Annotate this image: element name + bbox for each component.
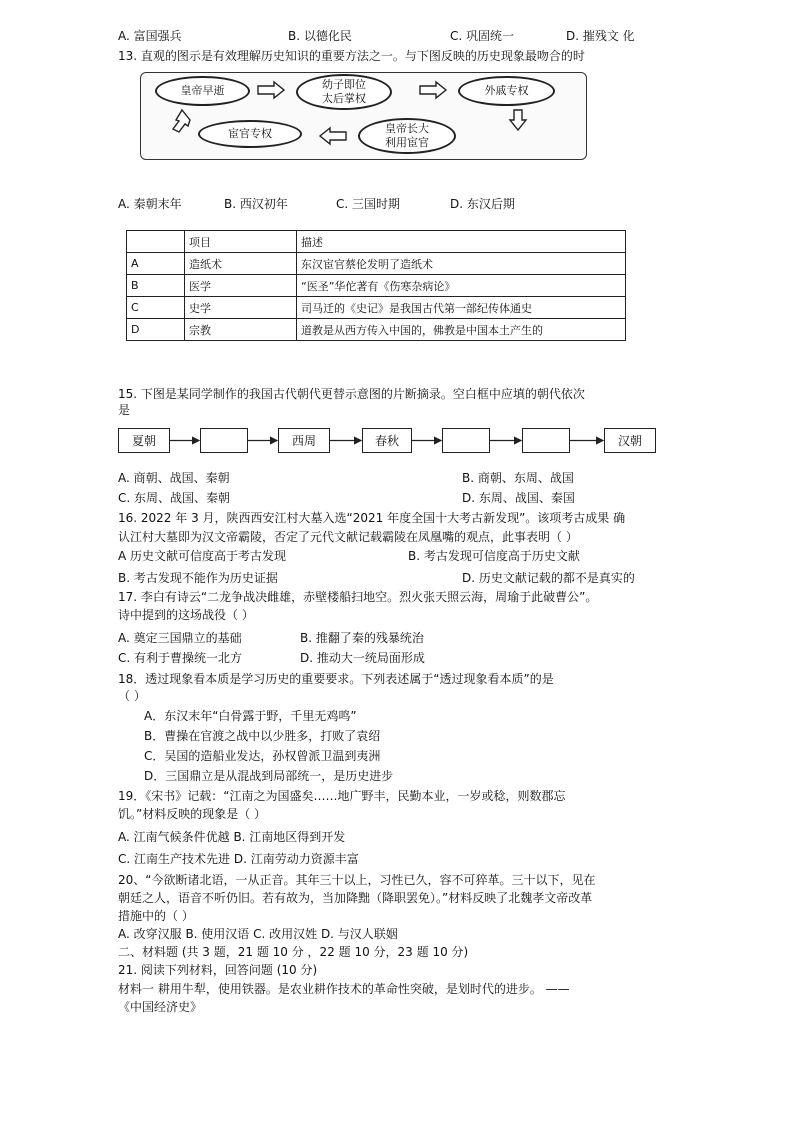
q13-option-b: B. 西汉初年 (224, 197, 288, 211)
dynasty-box-3: 西周 (278, 428, 330, 453)
q16-line1: 16. 2022 年 3 月，陕西西安江村大墓入选“2021 年度全国十大考古新发现”。该项考古成果 确 (118, 511, 626, 525)
table-cell: 宗教 (185, 319, 297, 341)
table-row (127, 275, 626, 297)
q12-option-a: A. 富国强兵 (118, 29, 182, 43)
table-cell: 史学 (185, 297, 297, 319)
q13-option-d: D. 东汉后期 (450, 197, 515, 211)
table-row (127, 253, 626, 275)
q13-option-a: A. 秦朝末年 (118, 197, 182, 211)
table-row (127, 297, 626, 319)
q19-line2: 饥。”材料反映的现象是（ ） (118, 807, 267, 821)
arrow-down (510, 110, 526, 130)
q17-option-a: A. 奠定三国鼎立的基础 (118, 631, 242, 645)
table-cell: C (127, 297, 185, 319)
q20-line2: 朝廷之人，语音不听仍旧。若有故为，当加降黜（降职罢免）。”材料反映了北魏孝文帝改革 (118, 891, 593, 905)
q13-stem: 13. 直观的图示是有效理解历史知识的重要方法之一。与下图反映的历史现象最吻合的时 (118, 49, 585, 63)
table-cell: “医圣”华佗著有《伤寒杂病论》 (297, 275, 626, 297)
q18-option-c: C．吴国的造船业发达，孙权曾派卫温到夷洲 (144, 749, 381, 763)
q12-option-d: D. 摧残文 化 (566, 29, 635, 43)
q19-options-cd: C. 江南生产技术先进 D. 江南劳动力资源丰富 (118, 852, 359, 866)
table-cell: B (127, 275, 185, 297)
q19-line1: 19．《宋书》记载：“江南之为国盛矣……地广野丰，民勤本业，一岁或稔，则数郡忘 (118, 789, 566, 803)
table-cell: 东汉宦官蔡伦发明了造纸术 (297, 253, 626, 275)
q15-option-b: B. 商朝、东周、战国 (462, 471, 574, 485)
table-header-cell: 描述 (297, 231, 626, 253)
table-cell: 医学 (185, 275, 297, 297)
q15-option-d: D. 东周、战国、秦国 (462, 491, 575, 505)
diagram-node-emperor-grown: 皇帝长大 利用宦官 (358, 118, 456, 154)
q18-line1: 18．透过现象看本质是学习历史的重要要求。下列表述属于“透过现象看本质”的是 (118, 672, 554, 686)
q17-option-c: C. 有利于曹操统一北方 (118, 651, 243, 665)
table-cell: A (127, 253, 185, 275)
q21-source: 《中国经济史》 (118, 1000, 203, 1014)
q14-table (126, 230, 626, 341)
diagram-node-eunuchs: 宦官专权 (198, 120, 302, 148)
q20-options: A. 改穿汉服 B. 使用汉语 C. 改用汉姓 D. 与汉人联姻 (118, 927, 398, 941)
dynasty-chain-arrows (118, 428, 658, 454)
q12-option-b: B. 以德化民 (288, 29, 352, 43)
table-cell: D (127, 319, 185, 341)
q16-option-d: D. 历史文献记载的都不是真实的 (462, 571, 635, 585)
q21-material1: 材料一 耕用牛犁，使用铁器。是农业耕作技术的革命性突破，是划时代的进步。 —— (118, 982, 570, 996)
q20-line3: 措施中的（ ） (118, 909, 194, 923)
q21-stem: 21. 阅读下列材料，回答问题 (10 分) (118, 963, 318, 977)
dynasty-box-7: 汉朝 (604, 428, 656, 453)
q18-option-d: D．三国鼎立是从混战到局部统一，是历史进步 (144, 769, 394, 783)
q15-stem-line1: 15. 下图是某同学制作的我国古代朝代更替示意图的片断摘录。空白框中应填的朝代依次 (118, 387, 585, 401)
dynasty-box-1: 夏朝 (118, 428, 170, 453)
q19-options-ab: A. 江南气候条件优越 B. 江南地区得到开发 (118, 830, 346, 844)
arrow-up (173, 110, 190, 132)
q13-option-c: C. 三国时期 (336, 197, 401, 211)
q16-line2: 认江村大墓即为汉文帝霸陵，否定了元代文献记载霸陵在凤凰嘴的观点，此事表明（ ） (118, 530, 578, 544)
q18-option-b: B．曹操在官渡之战中以少胜多，打败了袁绍 (144, 729, 381, 743)
diagram-arrows (140, 72, 585, 158)
diagram-node-young-heir: 幼子即位 太后掌权 (296, 74, 392, 110)
table-header-cell (127, 231, 185, 253)
q17-line1: 17. 李白有诗云“二龙争战决雌雄，赤壁楼船扫地空。烈火张天照云海，周瑜于此破曹公”。 (118, 590, 598, 604)
table-cell: 道教是从西方传入中国的，佛教是中国本土产生的 (297, 319, 626, 341)
table-header-cell: 项目 (185, 231, 297, 253)
diagram-node-emperor-dies: 皇帝早逝 (155, 76, 250, 106)
arrow-left (320, 128, 346, 144)
table-header-row (127, 231, 626, 253)
q15-option-c: C. 东周、战国、秦朝 (118, 491, 231, 505)
arrow-right-2 (420, 82, 446, 98)
q15-option-a: A. 商朝、战国、秦朝 (118, 471, 230, 485)
q17-option-d: D. 推动大一统局面形成 (300, 651, 425, 665)
diagram-node-consort-clan: 外戚专权 (458, 76, 555, 106)
q16-option-c: B. 考古发现不能作为历史证据 (118, 571, 278, 585)
q20-line1: 20、“今欲断诸北语，一从正音。其年三十以上，习性已久，容不可猝革。三十以下，见在 (118, 873, 596, 887)
q17-option-b: B. 推翻了秦的残暴统治 (300, 631, 424, 645)
table-row (127, 319, 626, 341)
q17-line2: 诗中提到的这场战役（ ） (118, 608, 254, 622)
q16-option-a: A 历史文献可信度高于考古发现 (118, 549, 287, 563)
section-heading: 二、材料题 (共 3 题，21 题 10 分 ，22 题 10 分，23 题 10 分) (118, 945, 469, 959)
q18-line2: （ ） (118, 689, 146, 703)
q12-option-c: C. 巩固统一 (450, 29, 515, 43)
q18-option-a: A．东汉末年“白骨露于野，千里无鸡鸣” (144, 709, 357, 723)
table-cell: 造纸术 (185, 253, 297, 275)
arrow-right-1 (258, 82, 284, 98)
q15-stem-line2: 是 (118, 403, 131, 417)
q16-option-b: B. 考古发现可信度高于历史文献 (408, 549, 580, 563)
table-cell: 司马迁的《史记》是我国古代第一部纪传体通史 (297, 297, 626, 319)
dynasty-box-4: 春秋 (362, 428, 412, 453)
